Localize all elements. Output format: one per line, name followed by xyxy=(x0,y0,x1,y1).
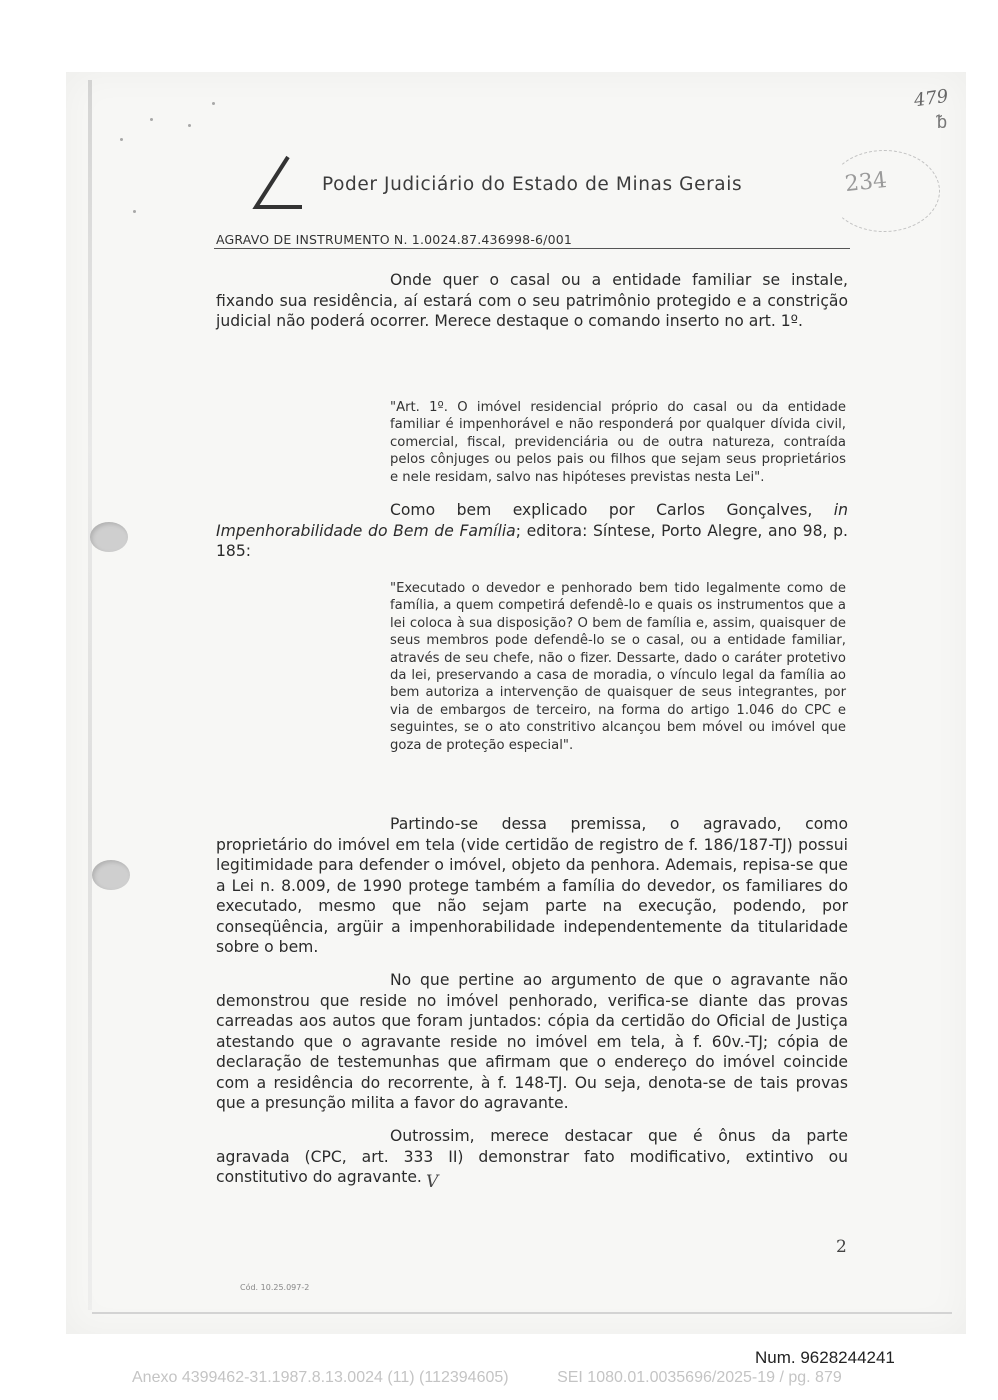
punch-hole xyxy=(90,522,128,552)
paragraph-1-text: Onde quer o casal ou a entidade familiar se instale, fixando sua residência, aí estará com o seu patrimônio protegido e a constrição judicial não poderá ocorrer. Merece destaque o comando inserto no art. 1º. xyxy=(216,271,848,330)
paragraph-4-text: No que pertine ao argumento de que o agravante não demonstrou que reside no imóvel penhorado, verifica-se diante das provas carreadas aos autos que foram juntados: cópia da certidão do Oficial de Justiça atestando que o agravante reside no imóvel em tela, à f. 60v.-TJ; cópia de declaração de testemunhas que afirmam que o endereço do imóvel coincide com a residência do recorrente, à f. 148-TJ. Ou seja, denota-se de tais provas que a presunção milita a favor do agravante. xyxy=(216,971,848,1112)
page-number: 2 xyxy=(836,1237,847,1257)
paragraph-5 xyxy=(216,1126,848,1188)
case-reference: AGRAVO DE INSTRUMENTO N. 1.0024.87.436998-6/001 xyxy=(216,232,573,247)
paragraph-4 xyxy=(216,970,848,1114)
scan-edge-bottom xyxy=(92,1312,952,1314)
header-divider xyxy=(214,248,850,249)
stamp-page-number: 234 xyxy=(843,167,889,198)
sei-reference: SEI 1080.01.0035696/2025-19 / pg. 879 xyxy=(557,1369,842,1386)
paragraph-3 xyxy=(216,814,848,958)
handwritten-page-number: 479 xyxy=(912,85,950,112)
scan-speck xyxy=(133,210,136,213)
paragraph-2-tail: ; editora: Síntese, Porto Alegre, ano 98, p. 185: xyxy=(216,521,848,560)
court-name: Poder Judiciário do Estado de Minas Gerais xyxy=(322,174,743,195)
paragraph-1 xyxy=(216,270,848,332)
scan-speck xyxy=(188,124,191,127)
scan-speck xyxy=(150,118,153,121)
form-code: Cód. 10.25.097-2 xyxy=(240,1283,310,1292)
paragraph-2-work-title: Impenhorabilidade do Bem de Família xyxy=(216,521,516,540)
paragraph-2-in: in xyxy=(833,501,848,519)
annex-reference: Anexo 4399462-31.1987.8.13.0024 (11) (112394605) xyxy=(132,1369,509,1386)
scan-speck xyxy=(212,102,215,105)
handwritten-mark: ᵬ xyxy=(937,112,948,133)
scan-edge xyxy=(88,80,92,1310)
quote-carlos-goncalves: "Executado o devedor e penhorado bem tido legalmente como de família, a quem competirá defendê-lo e quais os instrumentos que a lei coloca à sua disposição? O bem de família e, assim, quaisquer de seus membros pode defendê-lo se o casal, ou a entidade familiar, através de seu chefe, não o fizer. Dessarte, dado o caráter protetivo da lei, preservando a casa de moradia, o vínculo legal da família ao bem autoriza a intervenção de quaisquer de seus integrantes, por via de embargos de terceiro, na forma do artigo 1.046 do CPC e seguintes, se o ato constritivo alcançou bem móvel ou imóvel que goza de proteção especial". xyxy=(390,581,846,753)
quote-art-1: "Art. 1º. O imóvel residencial próprio do casal ou da entidade familiar é impenhorável e não responderá por qualquer dívida civil, comercial, fiscal, previdenciária ou de outra natureza, contraída pelos cônjuges ou pelos pais ou filhos que sejam seus proprietários e nele residam, salvo nas hipóteses previstas nesta Lei". xyxy=(390,400,846,485)
paragraph-5-text: Outrossim, merece destacar que é ônus da parte agravada (CPC, art. 333 II) demonstrar fato modificativo, extintivo ou constitutivo do agravante. xyxy=(216,1127,848,1186)
paragraph-3-text: Partindo-se dessa premissa, o agravado, como proprietário do imóvel em tela (vide certidão de registro de f. 186/187-TJ) possui legitimidade para defender o imóvel, objeto da penhora. Ademais, repisa-se que a Lei n. 8.009, de 1990 protege também a família do devedor, os familiares do executado, mesmo que não sejam parte na execução, podendo, por conseqüência, argüir a impenhorabilidade independentemente da titularidade sobre o bem. xyxy=(216,815,848,956)
court-logo-icon xyxy=(250,155,310,213)
paragraph-2 xyxy=(216,500,848,562)
scan-speck xyxy=(120,138,123,141)
punch-hole xyxy=(92,860,130,890)
document-number: Num. 9628244241 xyxy=(755,1348,895,1367)
handwritten-initial: V xyxy=(426,1172,439,1192)
footer-reference xyxy=(132,1369,842,1387)
paragraph-2-lead: Como bem explicado por Carlos Gonçalves, xyxy=(390,501,813,519)
